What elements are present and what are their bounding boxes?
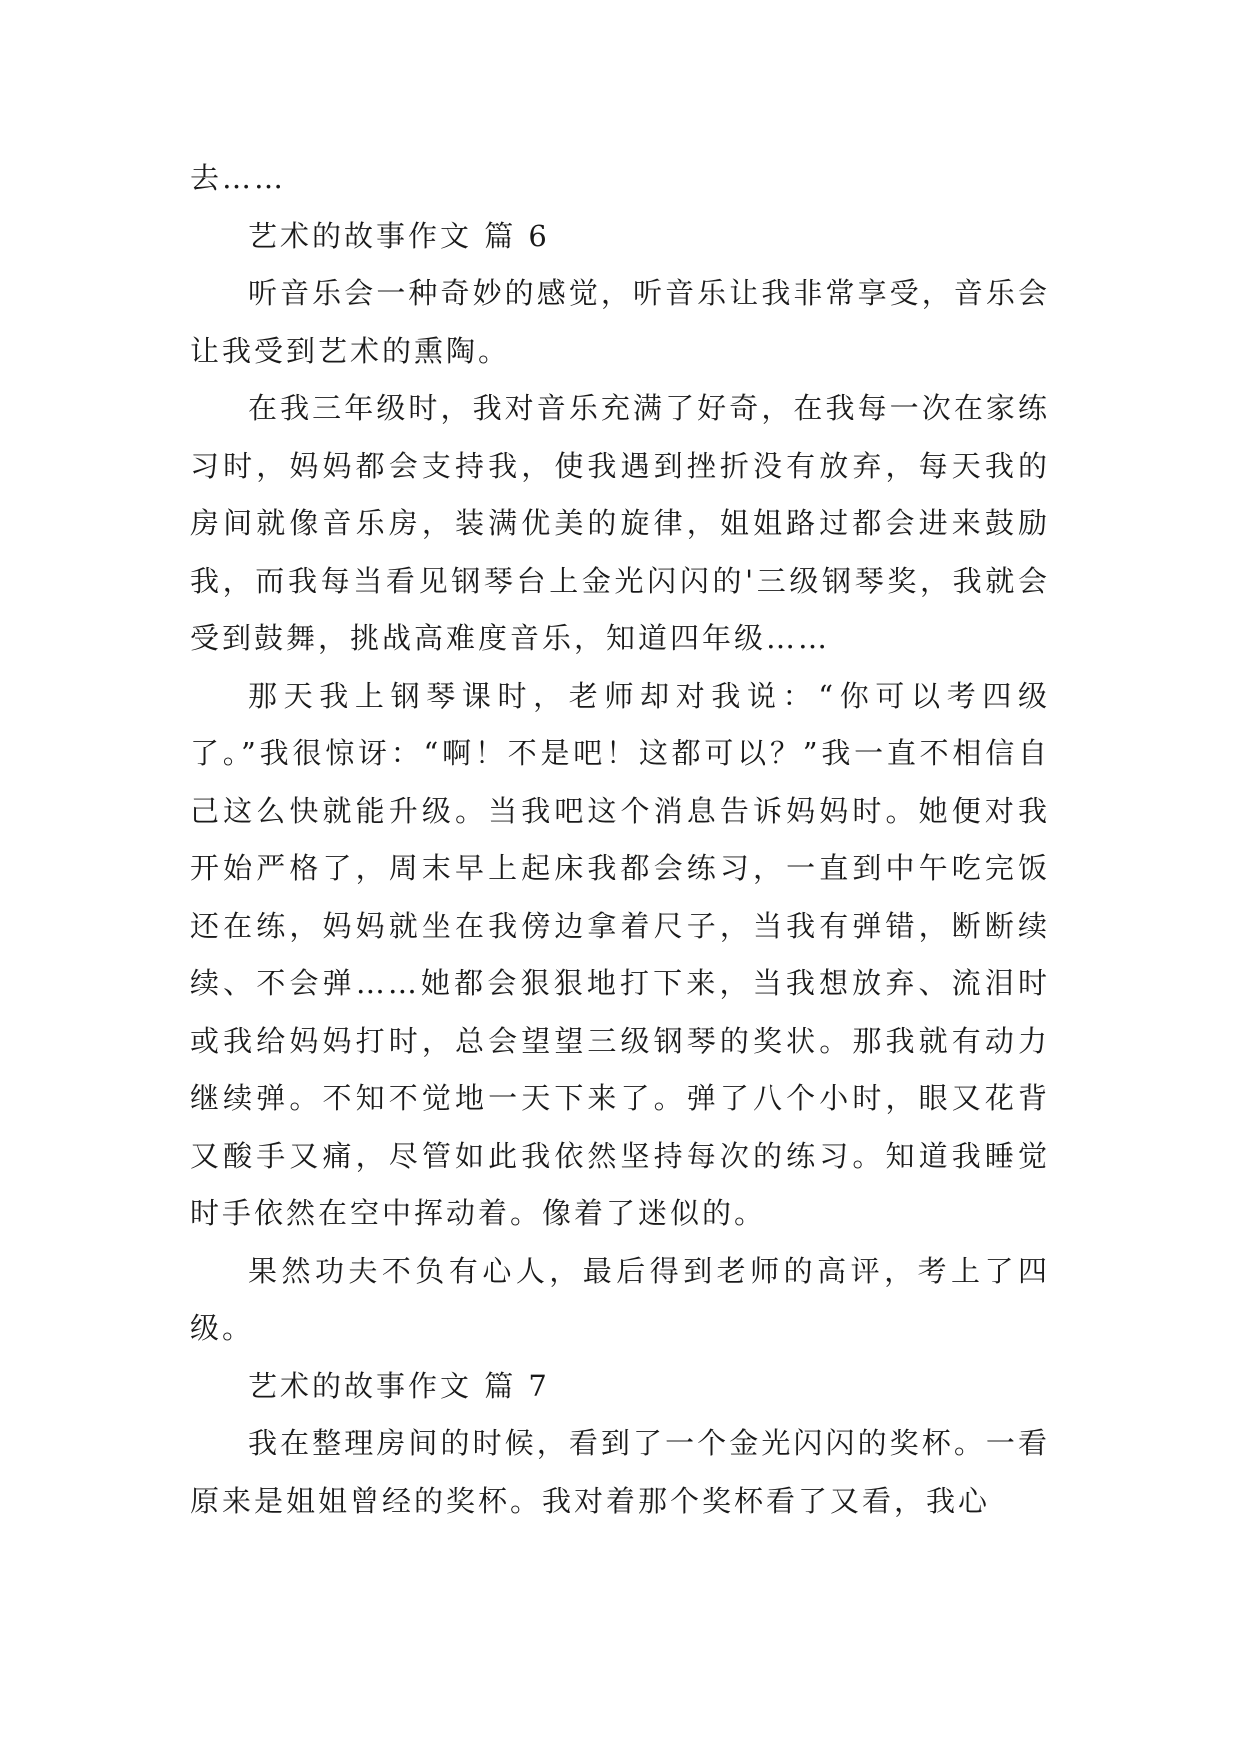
paragraph: 那天我上钢琴课时，老师却对我说：“你可以考四级了。”我很惊讶：“啊！不是吧！这都可以？”我一直不相信自己这么快就能升级。当我吧这个消息告诉妈妈时。她便对我开始严格了，周末早上起床我都会练习，一直到中午吃完饭还在练，妈妈就坐在我傍边拿着尺子，当我有弹错，断断续续、不会弹……她都会狠狠地打下来，当我想放弃、流泪时或我给妈妈打时，总会望望三级钢琴的奖状。那我就有动力继续弹。不知不觉地一天下来了。弹了八个小时，眼又花背又酸手又痛，尽管如此我依然坚持每次的练习。知道我睡觉时手依然在空中挥动着。像着了迷似的。 [190, 678, 1050, 1230]
paragraph: 果然功夫不负有心人，最后得到老师的高评，考上了四级。 [190, 1253, 1050, 1345]
paragraph: 我在整理房间的时候，看到了一个金光闪闪的奖杯。一看原来是姐姐曾经的奖杯。我对着那个奖杯看了又看，我心 [190, 1426, 1050, 1518]
paragraph-continuation: 去…… [190, 161, 287, 195]
paragraph: 在我三年级时，我对音乐充满了好奇，在我每一次在家练习时，妈妈都会支持我，使我遇到挫折没有放弃，每天我的房间就像音乐房，装满优美的旋律，姐姐路过都会进来鼓励我，而我每当看见钢琴台上金光闪闪的'三级钢琴奖，我就会受到鼓舞，挑战高难度音乐，知道四年级…… [190, 391, 1050, 655]
document-body [190, 150, 1050, 1530]
paragraph: 听音乐会一种奇妙的感觉，听音乐让我非常享受，音乐会让我受到艺术的熏陶。 [190, 276, 1050, 368]
section-heading-6: 艺术的故事作文 篇 6 [248, 218, 550, 253]
section-heading-7: 艺术的故事作文 篇 7 [248, 1368, 550, 1403]
